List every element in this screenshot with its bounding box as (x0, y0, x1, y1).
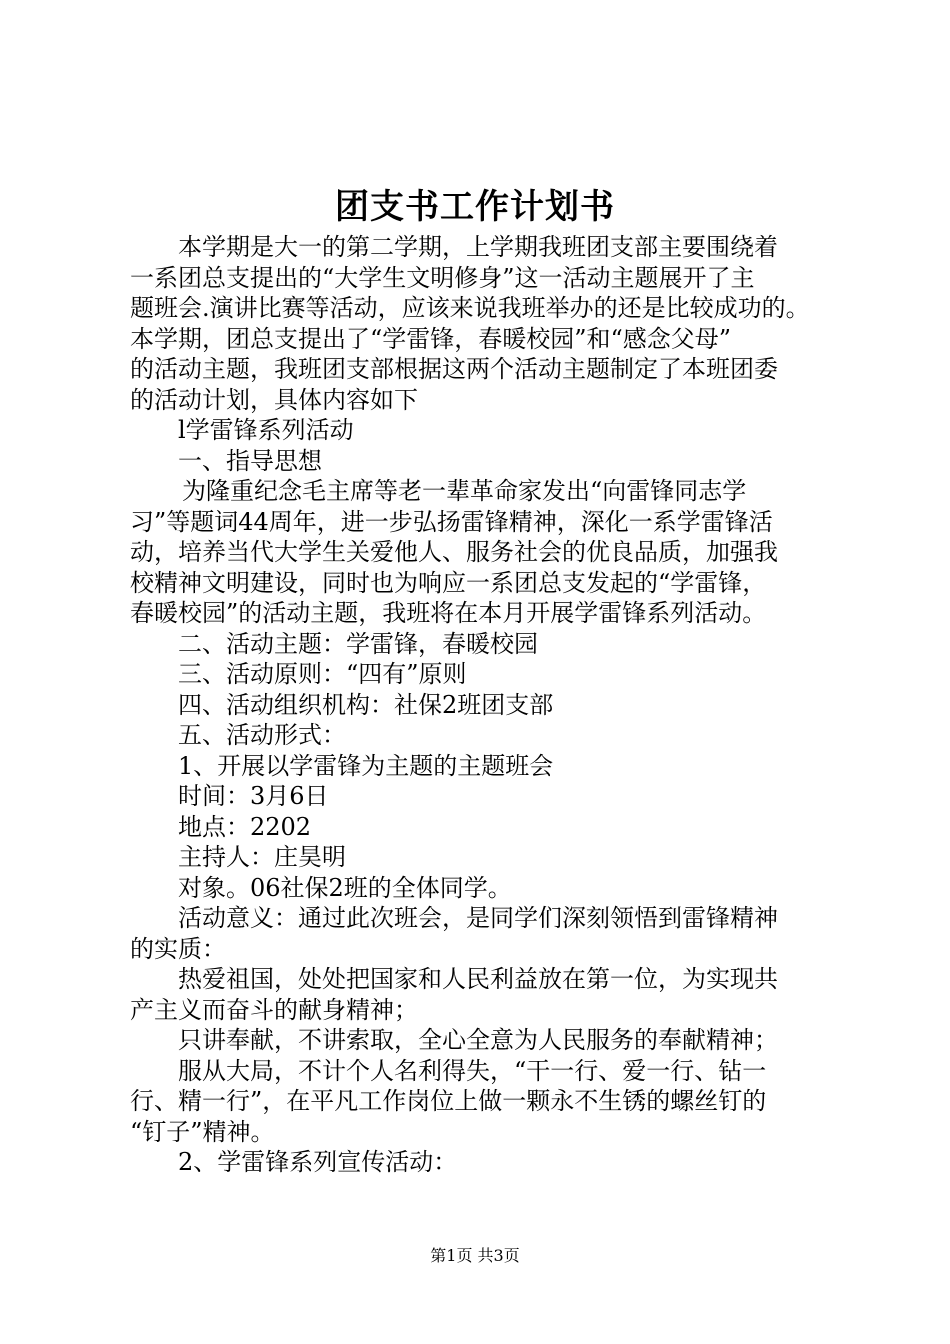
paragraph-line: 的活动计划，具体内容如下 (130, 385, 418, 414)
paragraph-line: 2、学雷锋系列宣传活动： (178, 1148, 458, 1176)
page-footer: 第1页 共3页 (430, 1246, 520, 1265)
paragraph-line: 对象。06社保2班的全体同学。 (178, 873, 512, 902)
paragraph-line: 时间：3月6日 (178, 782, 329, 810)
paragraph-line: 题班会.演讲比赛等活动，应该来说我班举办的还是比较成功的。 (130, 294, 810, 322)
paragraph-line: 一系团总支提出的“大学生文明修身”这一活动主题展开了主 (130, 263, 755, 292)
paragraph-line: 行、精一行”，在平凡工作岗位上做一颗永不生锈的螺丝钉的 (130, 1087, 767, 1115)
paragraph-line: 产主义而奋斗的献身精神； (130, 995, 418, 1024)
paragraph-line: 五、活动形式： (178, 721, 346, 749)
paragraph-line: 校精神文明建设，同时也为响应一系团总支发起的“学雷锋， (130, 568, 767, 597)
paragraph-line: 为隆重纪念毛主席等老一辈革命家发出“向雷锋同志学 (182, 477, 747, 505)
paragraph-line: 地点：2202 (178, 812, 312, 841)
paragraph-line: 四、活动组织机构：社保2班团支部 (178, 690, 554, 719)
paragraph-line: 热爱祖国，处处把国家和人民利益放在第一位，为实现共 (178, 965, 778, 993)
paragraph-line: 只讲奉献，不讲索取，全心全意为人民服务的奉献精神； (178, 1026, 778, 1054)
paragraph-line: 动，培养当代大学生关爱他人、服务社会的优良品质，加强我 (130, 538, 778, 566)
paragraph-line: 春暖校园”的活动主题，我班将在本月开展学雷锋系列活动。 (130, 599, 767, 627)
paragraph-line: 服从大局，不计个人名利得失，“干一行、爱一行、钻一 (178, 1056, 767, 1085)
paragraph-line: 二、活动主题：学雷锋，春暖校园 (178, 629, 538, 658)
paragraph-line: 习”等题词44周年，进一步弘扬雷锋精神，深化一系学雷锋活 (130, 507, 773, 536)
paragraph-line: 本学期，团总支提出了“学雷锋，春暖校园”和“感念父母” (130, 324, 732, 353)
paragraph-line: 的活动主题，我班团支部根据这两个活动主题制定了本班团委 (130, 355, 778, 383)
paragraph-line: 活动意义：通过此次班会，是同学们深刻领悟到雷锋精神 (178, 904, 778, 932)
paragraph-line: 本学期是大一的第二学期，上学期我班团支部主要围绕着 (178, 233, 778, 261)
paragraph-line: “钉子”精神。 (130, 1117, 275, 1146)
paragraph-line: 主持人：庄昊明 (178, 843, 346, 871)
document-body (130, 232, 840, 1178)
paragraph-line: l学雷锋系列活动 (178, 416, 354, 444)
document-title: 团支书工作计划书 (335, 187, 615, 227)
paragraph-line: 三、活动原则：“四有”原则 (178, 660, 467, 688)
paragraph-line: 的实质： (130, 934, 226, 963)
paragraph-line: 一、指导思想 (178, 446, 322, 475)
paragraph-line: 1、开展以学雷锋为主题的主题班会 (178, 751, 554, 780)
